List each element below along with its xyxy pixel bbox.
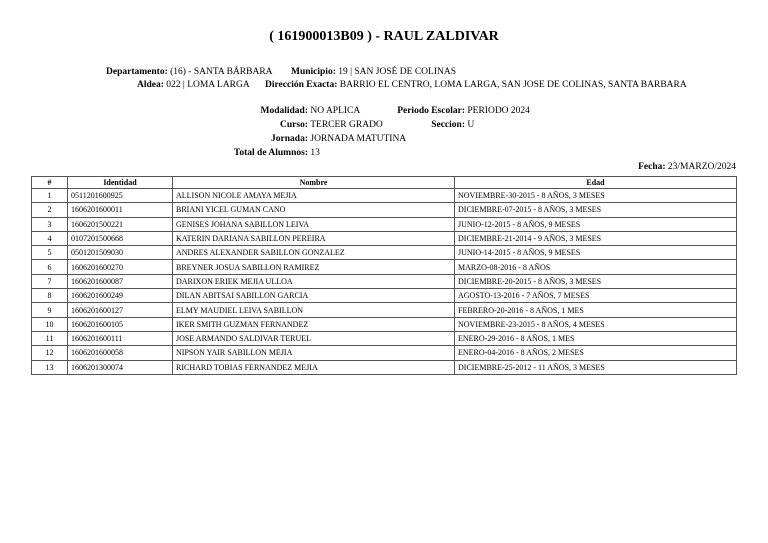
modalidad-value: NO APLICA: [310, 106, 361, 116]
curso-row: [220, 120, 383, 130]
municipio-value: 19 | SAN JOSÉ DE COLINAS: [338, 67, 457, 77]
column-header-identidad: Identidad: [68, 177, 173, 189]
cell-nombre: RICHARD TOBIAS FERNANDEZ MEJIA: [173, 360, 455, 374]
cell-edad: ENERO-29-2016 - 8 AÑOS, 1 MES: [455, 331, 737, 345]
table-header-row: [32, 177, 737, 189]
cell-nombre: IKER SMITH GUZMAN FERNANDEZ: [173, 317, 455, 331]
cell-identidad: 1606201600087: [68, 274, 173, 288]
total-value: 13: [310, 148, 320, 158]
total-row: [220, 148, 320, 158]
cell-identidad: 1606201600105: [68, 317, 173, 331]
table-row: [32, 260, 737, 274]
cell-identidad: 1606201600270: [68, 260, 173, 274]
cell-edad: ENERO-04-2016 - 8 AÑOS, 2 MESES: [455, 346, 737, 360]
cell-nombre: GENISES JOHANA SABILLON LEIVA: [173, 217, 455, 231]
table-row: [32, 289, 737, 303]
departamento-row: [106, 67, 273, 77]
aldea-row: [137, 80, 250, 90]
cell-nombre: ALLISON NICOLE AMAYA MEJIA: [173, 189, 455, 203]
cell-identidad: 1606201600127: [68, 303, 173, 317]
cell-edad: JUNIO-12-2015 - 8 AÑOS, 9 MESES: [455, 217, 737, 231]
column-header-edad: Edad: [455, 177, 737, 189]
jornada-value: JORNADA MATUTINA: [310, 134, 407, 144]
table-row: [32, 189, 737, 203]
table-row: [32, 346, 737, 360]
municipio-row: [291, 67, 456, 77]
cell-edad: DICIEMBRE-21-2014 - 9 AÑOS, 3 MESES: [455, 231, 737, 245]
aldea-label: Aldea:: [137, 80, 164, 90]
column-header-nombre: Nombre: [173, 177, 455, 189]
curso-label: Curso:: [280, 120, 308, 130]
periodo-label: Periodo Escolar:: [397, 106, 465, 116]
table-row: [32, 317, 737, 331]
fecha-label: Fecha:: [638, 162, 666, 172]
cell-nombre: ELMY MAUDIEL LEIVA SABILLON: [173, 303, 455, 317]
direccion-row: [265, 80, 687, 90]
municipio-label: Municipio:: [291, 67, 336, 77]
cell-number: 7: [32, 274, 68, 288]
modalidad-label: Modalidad:: [260, 106, 308, 116]
modalidad-row: [220, 106, 360, 116]
periodo-value: PERIODO 2024: [467, 106, 530, 116]
students-table: [31, 176, 737, 375]
cell-number: 10: [32, 317, 68, 331]
cell-number: 2: [32, 203, 68, 217]
cell-number: 13: [32, 360, 68, 374]
cell-identidad: 0107201500668: [68, 231, 173, 245]
cell-edad: NOVIEMBRE-23-2015 - 8 AÑOS, 4 MESES: [455, 317, 737, 331]
seccion-value: U: [467, 120, 475, 130]
table-row: [32, 274, 737, 288]
cell-identidad: 1606201600011: [68, 203, 173, 217]
cell-identidad: 0511201600925: [68, 189, 173, 203]
cell-edad: DICIEMBRE-20-2015 - 8 AÑOS, 3 MESES: [455, 274, 737, 288]
jornada-label: Jornada:: [271, 134, 308, 144]
table-row: [32, 203, 737, 217]
periodo-row: [380, 106, 530, 116]
cell-edad: JUNIO-14-2015 - 8 AÑOS, 9 MESES: [455, 246, 737, 260]
cell-number: 5: [32, 246, 68, 260]
fecha-row: [638, 162, 736, 172]
column-header-number: #: [32, 177, 68, 189]
direccion-value: BARRIO EL CENTRO, LOMA LARGA, SAN JOSE DE COLINAS, SANTA BARBARA: [339, 80, 687, 90]
table-row: [32, 303, 737, 317]
departamento-value: (16) - SANTA BÁRBARA: [170, 67, 273, 77]
cell-nombre: BREYNER JOSUA SABILLON RAMIREZ: [173, 260, 455, 274]
seccion-label: Seccion:: [431, 120, 465, 130]
cell-edad: DICIEMBRE-25-2012 - 11 AÑOS, 3 MESES: [455, 360, 737, 374]
cell-number: 8: [32, 289, 68, 303]
table-row: [32, 360, 737, 374]
cell-edad: MARZO-08-2016 - 8 AÑOS: [455, 260, 737, 274]
cell-nombre: DILAN ABITSAI SABILLON GARCIA: [173, 289, 455, 303]
cell-identidad: 0501201509030: [68, 246, 173, 260]
cell-edad: DICIEMBRE-07-2015 - 8 AÑOS, 3 MESES: [455, 203, 737, 217]
cell-nombre: NIPSON YAIR SABILLON MEJIA: [173, 346, 455, 360]
cell-identidad: 1606201600058: [68, 346, 173, 360]
page-title: ( 161900013B09 ) - RAUL ZALDIVAR: [269, 29, 499, 44]
departamento-label: Departamento:: [106, 67, 168, 77]
jornada-row: [220, 134, 406, 144]
cell-number: 12: [32, 346, 68, 360]
table-row: [32, 231, 737, 245]
cell-number: 6: [32, 260, 68, 274]
cell-number: 4: [32, 231, 68, 245]
cell-nombre: BRIANI YICEL GUMAN CANO: [173, 203, 455, 217]
cell-identidad: 1606201600249: [68, 289, 173, 303]
cell-nombre: KATERIN DARIANA SABILLON PEREIRA: [173, 231, 455, 245]
cell-nombre: ANDRES ALEXANDER SABILLON GONZALEZ: [173, 246, 455, 260]
curso-value: TERCER GRADO: [310, 120, 383, 130]
table-row: [32, 331, 737, 345]
cell-identidad: 1606201600111: [68, 331, 173, 345]
fecha-value: 23/MARZO/2024: [667, 162, 736, 172]
table-row: [32, 217, 737, 231]
cell-edad: AGOSTO-13-2016 - 7 AÑOS, 7 MESES: [455, 289, 737, 303]
cell-nombre: DARIXON ERIEK MEJIA ULLOA: [173, 274, 455, 288]
cell-identidad: 1606201300074: [68, 360, 173, 374]
seccion-row: [380, 120, 474, 130]
cell-number: 9: [32, 303, 68, 317]
total-label: Total de Alumnos:: [233, 148, 308, 158]
direccion-label: Dirección Exacta:: [265, 80, 338, 90]
cell-edad: FEBRERO-20-2016 - 8 AÑOS, 1 MES: [455, 303, 737, 317]
aldea-value: 022 | LOMA LARGA: [166, 80, 250, 90]
cell-number: 11: [32, 331, 68, 345]
cell-identidad: 1606201500221: [68, 217, 173, 231]
cell-edad: NOVIEMBRE-30-2015 - 8 AÑOS, 3 MESES: [455, 189, 737, 203]
table-row: [32, 246, 737, 260]
cell-number: 1: [32, 189, 68, 203]
cell-nombre: JOSE ARMANDO SALDIVAR TERUEL: [173, 331, 455, 345]
cell-number: 3: [32, 217, 68, 231]
